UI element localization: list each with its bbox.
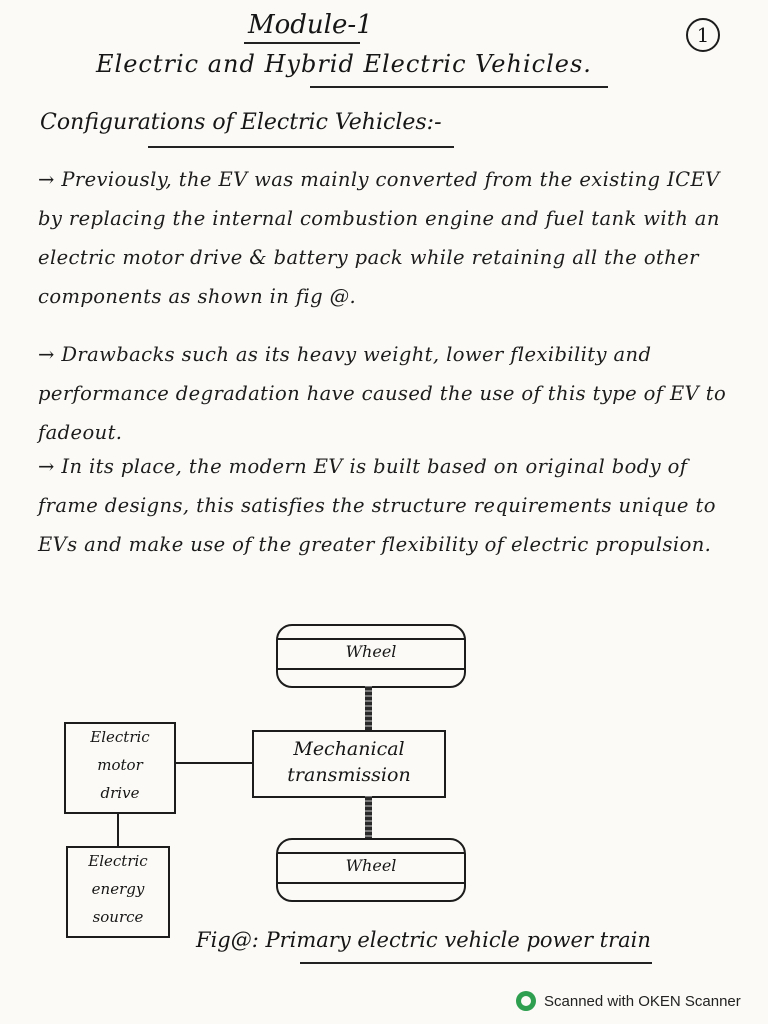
energy-label-line-1: Electric	[88, 852, 148, 870]
figure-caption-underline	[300, 962, 652, 964]
section-heading: Configurations of Electric Vehicles:-	[40, 110, 442, 135]
paragraph-2: → Drawbacks such as its heavy weight, lower flexibility and performance degradation have caused the use of this type of EV to fadeout.	[38, 343, 727, 444]
electric-energy-source-box	[66, 846, 170, 938]
mechanical-transmission-box	[252, 730, 446, 798]
figure-caption: Fig@: Primary electric vehicle power train	[196, 928, 651, 952]
motor-energy-link	[117, 812, 119, 848]
page-number: 1	[686, 18, 720, 52]
wheel-top	[276, 624, 466, 688]
scanner-watermark	[516, 986, 741, 1016]
motor-transmission-link	[174, 762, 254, 764]
module-title-underline	[244, 42, 360, 44]
oken-scanner-logo-icon	[516, 991, 536, 1011]
paragraph-1: → Previously, the EV was mainly converted from the existing ICEV by replacing the internal combustion engine and fuel tank with an electric motor drive & battery pack while retaining all the other components as shown in fig @.	[38, 168, 720, 308]
motor-label-line-1: Electric	[90, 728, 150, 746]
page-title-underline	[310, 86, 608, 88]
transmission-label: transmission	[287, 764, 411, 786]
wheel-bottom	[276, 838, 466, 902]
wheel-top-label: Wheel	[345, 642, 397, 661]
energy-label-line-2: energy	[91, 880, 145, 898]
motor-label-line-3: drive	[100, 784, 140, 802]
shaft-top	[365, 686, 372, 730]
page-title: Electric and Hybrid Electric Vehicles.	[96, 50, 592, 78]
section-heading-underline	[148, 146, 454, 148]
paragraph-3: → In its place, the modern EV is built based on original body of frame designs, this satisfies the structure requirements unique to EVs and make use of the greater flexibility of electric propulsion.	[38, 455, 716, 556]
scanner-text: Scanned with OKEN Scanner	[544, 992, 741, 1010]
shaft-bottom	[365, 796, 372, 840]
module-title: Module-1	[248, 10, 373, 40]
motor-label-line-2: motor	[97, 756, 143, 774]
energy-label-line-3: source	[92, 908, 144, 926]
wheel-bottom-label: Wheel	[345, 856, 397, 875]
mechanical-label: Mechanical	[293, 738, 405, 760]
electric-motor-drive-box	[64, 722, 176, 814]
